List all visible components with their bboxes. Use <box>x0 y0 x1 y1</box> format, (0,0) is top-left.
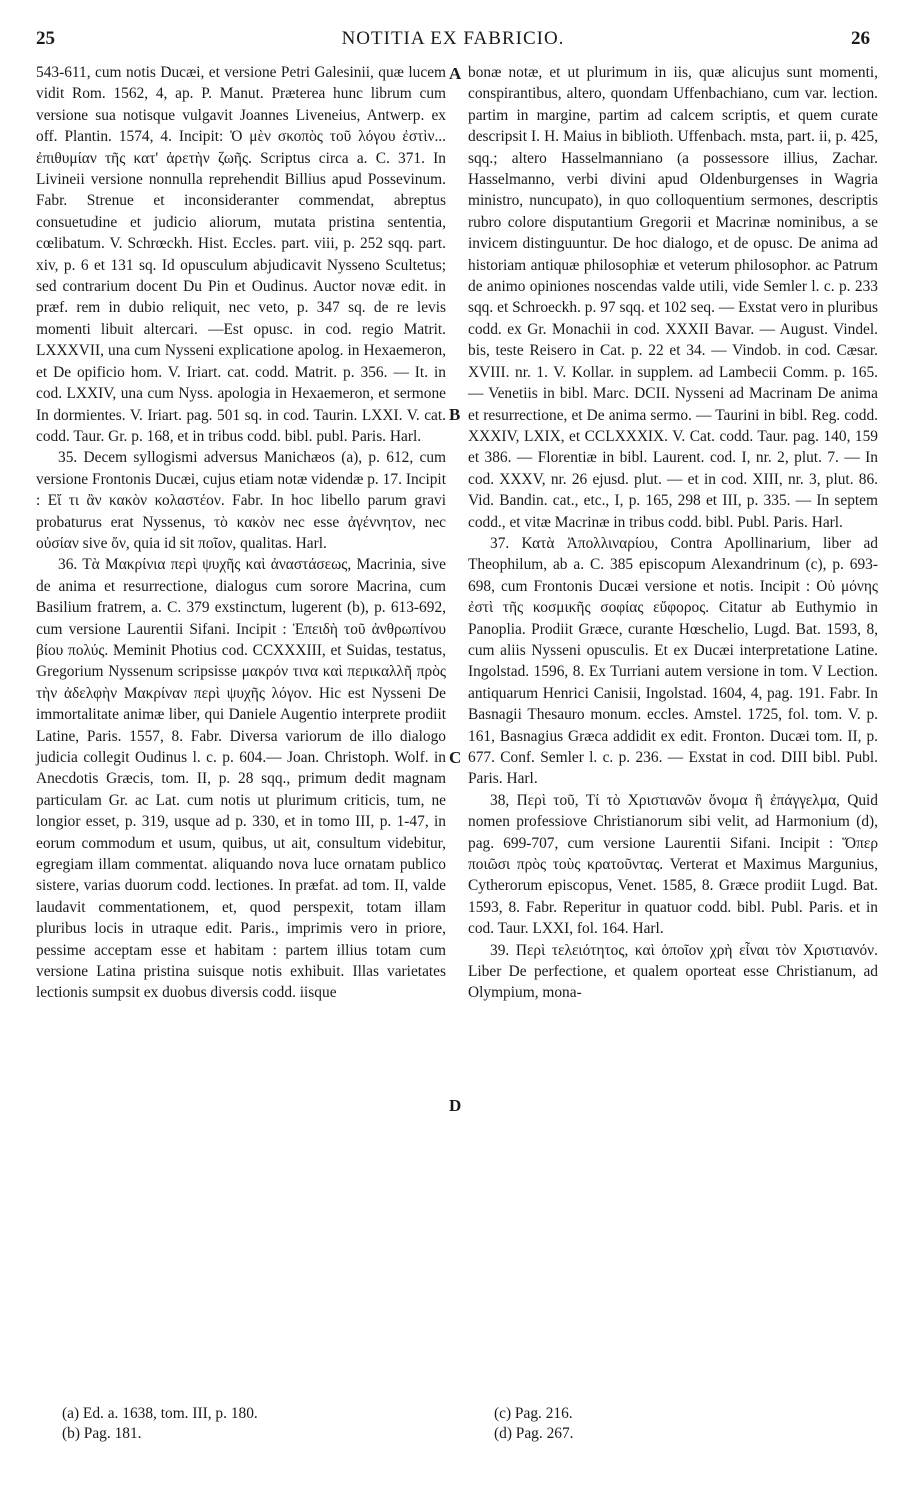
margin-marker-d: D <box>449 1096 462 1115</box>
margin-marker-c: C <box>449 748 462 767</box>
footnotes-left <box>62 1404 258 1444</box>
entry-35: 35. Decem syllogismi adversus Manichæos (a), p. 612, cum versione Frontonis Ducæi, cujus etiam notæ videndæ p. 17. Incipit : Εἴ τι ἂν κακὸν κολαστέον. Fabr. In hoc libello parum gravi probaturus erat Nyssenus, τὸ κακὸν nec esse ἀγέννητον, nec οὐσίαν sive ὄν, quia id sit ποῖον, qualitas. Harl. <box>36 449 446 552</box>
right-column <box>468 62 878 1004</box>
page-header <box>36 28 870 54</box>
left-column <box>36 62 446 1004</box>
entry-38: 38, Περὶ τοῦ, Τί τὸ Χριστιανῶν ὄνομα ἢ ἐπάγγελμα, Quid nomen professiove Christianorum sibi velit, ad Harmonium (d), pag. 699-707, cum versione Laurentii Sifani. Incipit : Ὅπερ ποιῶσι πρὸς τοὺς κρατοῦντας. Verterat et Maximus Margunius, Cytherorum episcopus, Venet. 1585, 8. Græce prodiit Lugd. Bat. 1593, 8. Fabr. Reperitur in quatuor codd. bibl. Publ. Paris. et in cod. Taur. LXXI, fol. 164. Harl. <box>468 791 878 938</box>
entry-39: 39. Περὶ τελειότητος, καὶ ὁποῖον χρὴ εἶναι τὸν Χριστιανόν. Liber De perfectione, et qualem oporteat esse Christianum, ad Olympium, mona- <box>468 941 878 1002</box>
right-paragraph-continuation: bonæ notæ, et ut plurimum in iis, quæ alicujus sunt momenti, conspirantibus, altero, quondam Uffenbachiano, cum var. lection. partim in margine, partim ad calcem scriptis, et quem curate descripsit I. H. Maius in biblioth. Uffenbach. msta, part. ii, p. 425, sqq.; altero Hasselmanniano (a possessore illius, Zachar. Hasselmanno, verbi divini apud Oldenburgenses in Wagria ministro, nuncupato), in quo colloquentium sermones, descriptis rubro colore disputantium Gregorii et Macrinæ nominibus, a se invicem distinguuntur. De hoc dialogo, et de opusc. De anima ad historiam antiquæ philosophiæ et veterum philosophor. ac Patrum de animo opiniones noscendas valde utili, vide Semler l. c. p. 233 sqq. et Schroeckh. p. 97 sqq. et 102 seq. — Exstat vero in pluribus codd. ex Gr. Monachii in cod. XXXII Bavar. — August. Vindel. bis, teste Reisero in Cat. p. 22 et 34. — Vindob. in cod. Cæsar. XVIII. nr. 1. V. Kollar. in supplem. ad Lambecii Comm. p. 165. — Venetiis in bibl. Marc. DCII. Nysseni ad Macrinam De anima et resurrectione, et De anima sermo. — Taurini in bibl. Reg. codd. XXXIV, LXIX, et CCLXXXIX. V. Cat. codd. Taur. pag. 140, 159 et 386. — Florentiæ in bibl. Laurent. cod. I, nr. 2, plut. 7. — In cod. XXXV, nr. 26 ejusd. plut. — et in cod. XIII, nr. 3, plut. 86. Vid. Bandin. cat., etc., I, p. 165, 298 et III, p. 335. — In septem codd., et vitæ Macrinæ in tribus codd. bibl. Publ. Paris. Harl. <box>468 64 878 531</box>
footnote-c: (c) Pag. 216. <box>494 1405 573 1422</box>
footnote-d: (d) Pag. 267. <box>494 1425 574 1442</box>
page-number-right: 26 <box>851 28 870 49</box>
entry-37: 37. Κατὰ Ἀπολλιναρίου, Contra Apollinarium, liber ad Theophilum, ab a. C. 385 episcopum Alexandrinum (c), p. 693-698, cum Frontonis Ducæi versione et notis. Incipit : Οὐ μόνης ἐστὶ τῆς κοσμικῆς σοφίας εὔφορος. Citatur ab Euthymio in Panoplia. Prodiit Græce, curante Hœschelio, Lugd. Bat. 1593, 8, cum aliis Nysseni opusculis. Et ex Ducæi interpretatione Latine. Ingolstad. 1596, 8. Ex Turriani autem versione in tom. V Lection. antiquarum Henrici Canisii, Ingolstad. 1604, 4, pag. 191. Fabr. In Basnagii Thesauro monum. eccles. Amstel. 1725, fol. tom. V. p. 161, Basnagius Græca addidit ex edit. Fronton. Ducæi tom. II, p. 677. Conf. Semler l. c. p. 236. — Exstat in cod. DIII bibl. Publ. Paris. Harl. <box>468 534 878 788</box>
running-head: NOTITIA EX FABRICIO. <box>341 28 565 49</box>
margin-marker-b: B <box>449 405 461 424</box>
left-paragraph-continuation: 543-611, cum notis Ducæi, et versione Petri Galesinii, quæ lucem vidit Rom. 1562, 4, ap. P. Manut. Præterea hunc librum cum versione sua notisque vulgavit Joannes Liveneius, Antwerp. ex off. Plantin. 1574, 4. Incipit: Ὁ μὲν σκοπὸς τοῦ λόγου ἐστὶν... ἐπιθυμίαν τῆς κατ' ἀρετὴν ζωῆς. Scriptus circa a. C. 371. In Livineii versione nonnulla reprehendit Billius apud Possevinum. Fabr. Strenue et inconsideranter commendat, abreptus consuetudine et judicio aliorum, mutata pristina sententia, cœlibatum. V. Schrœckh. Hist. Eccles. part. viii, p. 252 sqq. part. xiv, p. 6 et 131 sq. Id opusculum abjudicavit Nysseno Scultetus; sed contrarium docent Du Pin et Oudinus. Auctor novæ edit. in præf. rem in dubio reliquit, nec veto, p. 347 sq. de re levis momenti libuit altercari. —Est opusc. in cod. regio Matrit. LXXXVII, una cum Nysseni explicatione apolog. in Hexaemeron, et De opificio hom. V. Iriart. cat. codd. Matrit. p. 356. — It. in cod. LXXIV, una cum Nyss. apologia in Hexaemeron, et sermone In dormientes. V. Iriart. pag. 501 sq. in cod. Taurin. LXXI. V. cat. codd. Taur. Gr. p. 168, et in tribus codd. bibl. publ. Paris. Harl. <box>36 64 446 445</box>
footnote-b: (b) Pag. 181. <box>62 1425 142 1442</box>
page-number-left: 25 <box>36 28 55 49</box>
entry-36: 36. Τὰ Μακρίνια περὶ ψυχῆς καὶ ἀναστάσεως, Macrinia, sive de anima et resurrectione, dialogus cum sorore Macrina, cum Basilium fratrem, a. C. 379 exstinctum, lugerent (b), p. 613-692, cum versione Laurentii Sifani. Incipit : Ἐπειδὴ τοῦ ἀνθρωπίνου βίου πολύς. Meminit Photius cod. CCXXXIII, et Suidas, testatus, Gregorium Nyssenum scripsisse μακρόν τινα καὶ περικαλλῆ πρὸς τὴν ἀδελφὴν Μακρίναν περὶ ψυχῆς λόγον. Hic est Nysseni De immortalitate animæ liber, qui Daniele Augentio interprete prodiit Latine, Paris. 1557, 8. Fabr. Diversa variorum de illo dialogo judicia collegit Oudinus l. c. p. 604.— Joan. Christoph. Wolf. in Anecdotis Græcis, tom. II, p. 28 sqq., primum dedit magnam particulam Gr. ac Lat. cum notis ut plurimum criticis, tum, ne longior esset, p. 319, usque ad p. 330, et in tomo III, p. 1-47, in eorum commodum et usum, quibus, ut ait, consultum videbitur, egregiam illam commentat. aliquando nova luce ornatam publico sistere, varias duorum codd. lectiones. In præfat. ad tom. II, valde laudavit commentationem, et, quod perspexit, totam illam pluribus locis in utraque edit. Paris., imprimis vero in priore, pessime acceptam esse et habitam : partem illius totam cum versione Latina pristina suisque notis exhibuit. Illas varietates lectionis sumpsit ex duobus diversis codd. iisque <box>36 556 446 1002</box>
margin-marker-a: A <box>449 64 462 83</box>
footnote-a: (a) Ed. a. 1638, tom. III, p. 180. <box>62 1405 258 1422</box>
footnotes-right <box>494 1404 574 1444</box>
